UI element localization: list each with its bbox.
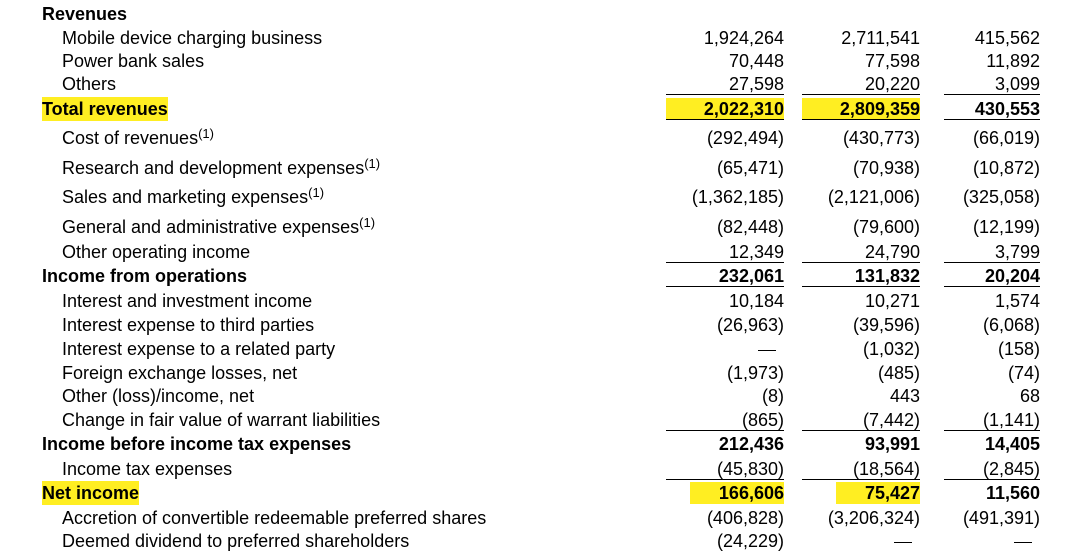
- row-value-col2: 131,832: [802, 265, 920, 287]
- row-value-col2: (70,938): [852, 158, 920, 178]
- row-value-col1: (292,494): [706, 128, 784, 148]
- nil-dash-icon: [1014, 542, 1032, 543]
- row-value-col3: (10,872): [972, 158, 1040, 178]
- table-row: [0, 313, 1080, 337]
- row-value-col1: 166,606: [690, 482, 784, 504]
- row-value-col2: 2,809,359: [802, 98, 920, 120]
- row-value-col2: 2,711,541: [841, 28, 920, 48]
- footnote-ref: (1): [198, 126, 214, 141]
- row-label: Income tax expenses: [62, 459, 233, 479]
- row-value-col3: 3,099: [944, 73, 1040, 95]
- row-value-col1: (8): [762, 386, 784, 406]
- row-label: Cost of revenues$^{(1)}$: [62, 126, 214, 148]
- row-value-col3: [944, 530, 1040, 552]
- row-value-col1: 1,924,264: [703, 28, 784, 48]
- row-label: Power bank sales: [62, 51, 205, 71]
- row-label: Income from operations: [42, 266, 248, 286]
- row-value-col1: (1,973): [726, 363, 784, 383]
- row-value-col1: (1,362,185): [691, 187, 784, 207]
- table-row-total-revenues: [0, 97, 1080, 121]
- row-value-col1: 2,022,310: [666, 98, 784, 120]
- row-value-col1: (26,963): [716, 315, 784, 335]
- row-label: General and administrative expenses$^{(1)}$: [62, 215, 376, 237]
- table-row: [0, 240, 1080, 264]
- row-value-col3: 11,892: [986, 51, 1040, 71]
- row-value-col1: [666, 338, 784, 360]
- row-value-col1: (406,828): [706, 508, 784, 528]
- footnote-ref: (1): [364, 156, 381, 171]
- row-value-col3: (74): [1007, 363, 1040, 383]
- row-value-col1: 70,448: [728, 51, 784, 71]
- row-value-col2: 10,271: [864, 291, 920, 311]
- row-value-col3: 415,562: [974, 28, 1040, 48]
- row-label: Research and development expenses$^{(1)}$: [62, 156, 381, 178]
- row-value-col1: (82,448): [716, 217, 784, 237]
- nil-dash-icon: [758, 350, 776, 351]
- row-value-col3: 430,553: [944, 98, 1040, 120]
- table-row: [0, 185, 1080, 209]
- row-label: Other (loss)/income, net: [62, 386, 255, 406]
- row-value-col1: (24,229): [716, 531, 784, 551]
- table-row: [0, 72, 1080, 96]
- row-label: Deemed dividend to preferred shareholders: [62, 531, 410, 551]
- table-row: [0, 26, 1080, 50]
- row-value-col3: (325,058): [962, 187, 1040, 207]
- row-label: Mobile device charging business: [62, 28, 323, 48]
- row-value-col2: 443: [889, 386, 920, 406]
- table-row: [0, 408, 1080, 432]
- row-value-col3: 20,204: [944, 265, 1040, 287]
- row-value-col2: 93,991: [864, 434, 920, 454]
- row-value-col2: (1,032): [862, 339, 920, 359]
- row-value-col2: 75,427: [836, 482, 920, 504]
- row-value-col1: (65,471): [716, 158, 784, 178]
- row-value-col2: 77,598: [864, 51, 920, 71]
- row-value-col3: (158): [997, 339, 1040, 359]
- table-row: [0, 384, 1080, 408]
- row-value-col1: (865): [666, 409, 784, 431]
- row-value-col3: 11,560: [985, 483, 1040, 503]
- row-value-col2: (3,206,324): [827, 508, 920, 528]
- row-value-col3: 68: [1019, 386, 1040, 406]
- row-value-col2: (18,564): [802, 458, 920, 480]
- row-label: Sales and marketing expenses$^{(1)}$: [62, 185, 325, 207]
- table-row: [0, 126, 1080, 150]
- row-value-col3: 14,405: [984, 434, 1040, 454]
- row-value-col3: (66,019): [972, 128, 1040, 148]
- row-label: Foreign exchange losses, net: [62, 363, 298, 383]
- row-value-col2: (485): [877, 363, 920, 383]
- row-value-col2: (7,442): [802, 409, 920, 431]
- row-value-col2: (2,121,006): [827, 187, 920, 207]
- row-label: Interest expense to a related party: [62, 339, 336, 359]
- row-value-col3: (12,199): [972, 217, 1040, 237]
- table-row: [0, 529, 1080, 553]
- table-row-income-before-tax: [0, 432, 1080, 456]
- table-row-net-income: [0, 481, 1080, 505]
- row-value-col1: 12,349: [666, 241, 784, 263]
- table-row: [0, 337, 1080, 361]
- table-row: [0, 215, 1080, 239]
- row-value-col3: 1,574: [994, 291, 1040, 311]
- row-label: Interest and investment income: [62, 291, 313, 311]
- revenues-heading-row: [0, 2, 1080, 26]
- row-value-col3: (491,391): [962, 508, 1040, 528]
- row-value-col3: 3,799: [944, 241, 1040, 263]
- row-value-col3: (1,141): [944, 409, 1040, 431]
- row-value-col2: 20,220: [802, 73, 920, 95]
- revenues-heading: Revenues: [42, 4, 128, 24]
- row-value-col3: (6,068): [982, 315, 1040, 335]
- table-row: [0, 506, 1080, 530]
- row-value-col2: (39,596): [852, 315, 920, 335]
- row-value-col2: (79,600): [852, 217, 920, 237]
- row-value-col3: (2,845): [944, 458, 1040, 480]
- row-label: Interest expense to third parties: [62, 315, 315, 335]
- table-row: [0, 361, 1080, 385]
- row-label: Other operating income: [62, 242, 251, 262]
- row-label: Income before income tax expenses: [42, 434, 352, 454]
- table-row: [0, 156, 1080, 180]
- row-value-col2: 24,790: [802, 241, 920, 263]
- row-value-col1: (45,830): [666, 458, 784, 480]
- table-row: [0, 289, 1080, 313]
- row-label: Total revenues: [42, 99, 168, 119]
- table-row-income-from-operations: [0, 264, 1080, 288]
- row-value-col1: 212,436: [718, 434, 784, 454]
- footnote-ref: (1): [308, 185, 325, 200]
- table-row: [0, 49, 1080, 73]
- row-label: Net income: [42, 483, 140, 503]
- footnote-ref: (1): [359, 215, 376, 230]
- row-value-col2: (430,773): [842, 128, 920, 148]
- row-label: Change in fair value of warrant liabilities: [62, 410, 381, 430]
- row-label: Accretion of convertible redeemable preferred shares: [62, 508, 487, 528]
- table-row: [0, 457, 1080, 481]
- row-value-col1: 27,598: [666, 73, 784, 95]
- nil-dash-icon: [894, 542, 912, 543]
- row-value-col1: 10,184: [728, 291, 784, 311]
- row-label: Others: [62, 74, 117, 94]
- row-value-col2: [802, 530, 920, 552]
- row-value-col1: 232,061: [666, 265, 784, 287]
